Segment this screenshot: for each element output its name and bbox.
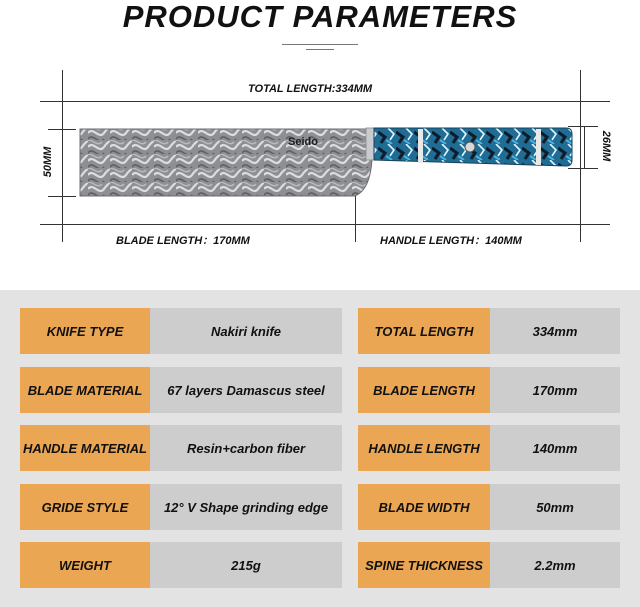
spec-value-blade-length: 170mm: [490, 367, 620, 413]
spec-value-knife-type: Nakiri knife: [150, 308, 342, 354]
spec-key-blade-length: BLADE LENGTH: [358, 367, 490, 413]
handle-length-label: HANDLE LENGTH：140MM: [380, 235, 522, 247]
spec-key-handle-length: HANDLE LENGTH: [358, 425, 490, 471]
spec-table: [0, 290, 640, 607]
total-length-label: TOTAL LENGTH:334MM: [248, 83, 373, 95]
handle-rivet: [465, 142, 475, 152]
spec-value-blade-width: 50mm: [490, 484, 620, 530]
page-title: PRODUCT PARAMETERS: [122, 0, 518, 34]
spec-value-blade-material: 67 layers Damascus steel: [150, 367, 342, 413]
knife-dimension-diagram: [0, 0, 640, 290]
spec-key-total-length: TOTAL LENGTH: [358, 308, 490, 354]
spec-value-handle-length: 140mm: [490, 425, 620, 471]
spec-value-spine-thickness: 2.2mm: [490, 542, 620, 588]
bolster: [366, 128, 374, 160]
spec-value-weight: 215g: [150, 542, 342, 588]
spec-key-spine-thickness: SPINE THICKNESS: [358, 542, 490, 588]
spec-value-gride-style: 12° V Shape grinding edge: [150, 484, 342, 530]
spec-key-gride-style: GRIDE STYLE: [20, 484, 150, 530]
blade-length-label: BLADE LENGTH：170MM: [116, 235, 250, 247]
spec-key-handle-material: HANDLE MATERIAL: [20, 425, 150, 471]
handle-height-label: 26MM: [600, 130, 612, 162]
spec-value-handle-material: Resin+carbon fiber: [150, 425, 342, 471]
spec-key-blade-width: BLADE WIDTH: [358, 484, 490, 530]
spec-key-blade-material: BLADE MATERIAL: [20, 367, 150, 413]
spec-key-knife-type: KNIFE TYPE: [20, 308, 150, 354]
handle-spacer-2: [536, 129, 541, 165]
handle-spacer-1: [418, 129, 423, 163]
blade-shape: [80, 129, 372, 196]
spec-key-weight: WEIGHT: [20, 542, 150, 588]
knife-image: [0, 0, 640, 290]
blade-height-label: 50MM: [42, 146, 54, 178]
spec-value-total-length: 334mm: [490, 308, 620, 354]
brand-logo: Seido: [288, 136, 318, 148]
